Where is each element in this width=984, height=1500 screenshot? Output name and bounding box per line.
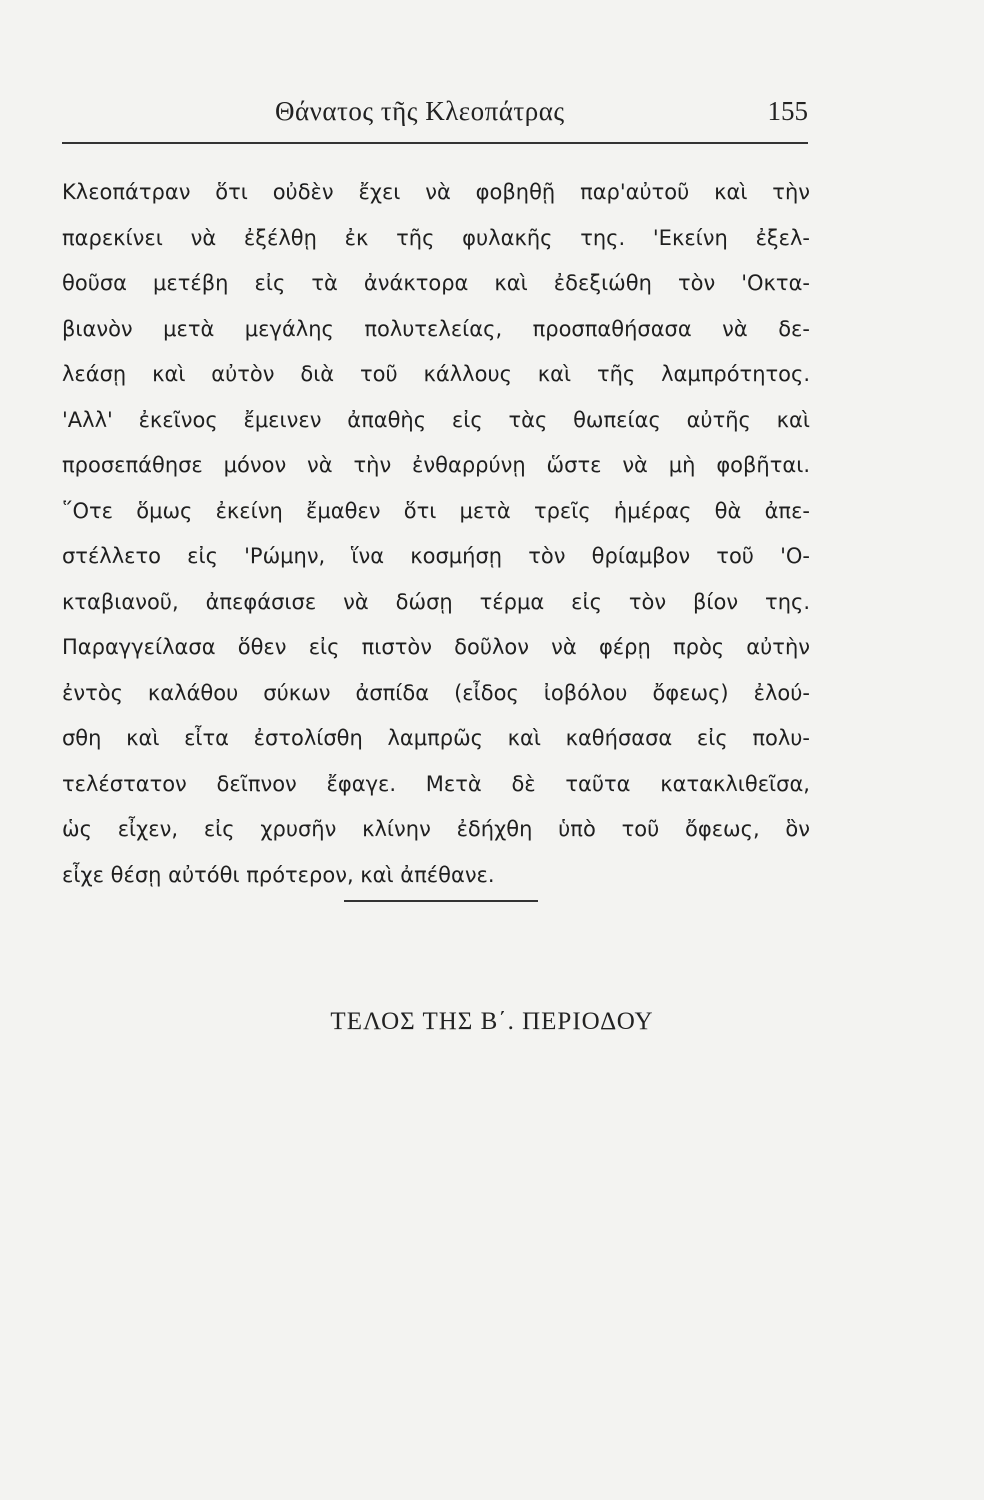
text-line: ἐντὸς καλάθου σύκων ἀσπίδα (εἶδος ἰοβόλου ὄφεως) ἐλού- bbox=[62, 680, 810, 705]
text-line: ῞Οτε ὅμως ἐκείνη ἔμαθεν ὅτι μετὰ τρεῖς ἡμέρας θὰ ἀπε- bbox=[62, 498, 810, 523]
text-line: θοῦσα μετέβη εἰς τὰ ἀνάκτορα καὶ ἐδεξιώθη τὸν 'Οκτα- bbox=[62, 271, 810, 295]
text-line: Παραγγείλασα ὅθεν εἰς πιστὸν δοῦλον νὰ φέρῃ πρὸς αὐτὴν bbox=[62, 635, 810, 659]
running-title: Θάνατος τῆς Κλεοπάτρας bbox=[275, 96, 565, 126]
text-line: στέλλετο εἰς 'Ρώμην, ἵνα κοσμήσῃ τὸν θρίαμβον τοῦ 'Ο- bbox=[62, 544, 810, 568]
header-rule bbox=[62, 142, 808, 144]
text-line: λεάσῃ καὶ αὐτὸν διὰ τοῦ κάλλους καὶ τῆς λαμπρότητος. bbox=[62, 362, 810, 386]
body-text bbox=[62, 170, 810, 898]
text-line: βιανὸν μετὰ μεγάλης πολυτελείας, προσπαθήσασα νὰ δε- bbox=[62, 316, 810, 341]
running-head bbox=[62, 96, 808, 136]
text-line: 'Αλλ' ἐκεῖνος ἔμεινεν ἀπαθὴς εἰς τὰς θωπείας αὐτῆς καὶ bbox=[62, 407, 810, 432]
text-line: εἶχε θέσῃ αὐτόθι πρότερον, καὶ ἀπέθανε. bbox=[62, 862, 495, 887]
text-line: παρεκίνει νὰ ἐξέλθῃ ἐκ τῆς φυλακῆς της. 'Εκείνη ἐξελ- bbox=[62, 225, 810, 250]
text-line: σθη καὶ εἶτα ἐστολίσθη λαμπρῶς καὶ καθήσασα εἰς πολυ- bbox=[62, 726, 810, 750]
text-line: Κλεοπάτραν ὅτι οὐδὲν ἔχει νὰ φοβηθῇ παρ'αὐτοῦ καὶ τὴν bbox=[62, 180, 810, 204]
text-line: τελέστατον δεῖπνον ἔφαγε. Μετὰ δὲ ταῦτα κατακλιθεῖσα, bbox=[62, 771, 810, 796]
page-number: 155 bbox=[767, 96, 808, 126]
text-line: ὡς εἶχεν, εἰς χρυσῆν κλίνην ἐδήχθη ὑπὸ τοῦ ὄφεως, ὃν bbox=[62, 817, 810, 841]
end-of-period-title: ΤΕΛΟΣ ΤΗΣ Β΄. ΠΕΡΙΟΔΟΥ bbox=[330, 1008, 654, 1035]
text-line: κταβιανοῦ, ἀπεφάσισε νὰ δώσῃ τέρμα εἰς τὸν βίον της. bbox=[62, 589, 810, 614]
section-end-rule bbox=[344, 900, 538, 902]
text-line: προσεπάθησε μόνον νὰ τὴν ἐνθαρρύνῃ ὥστε νὰ μὴ φοβῆται. bbox=[62, 453, 810, 477]
